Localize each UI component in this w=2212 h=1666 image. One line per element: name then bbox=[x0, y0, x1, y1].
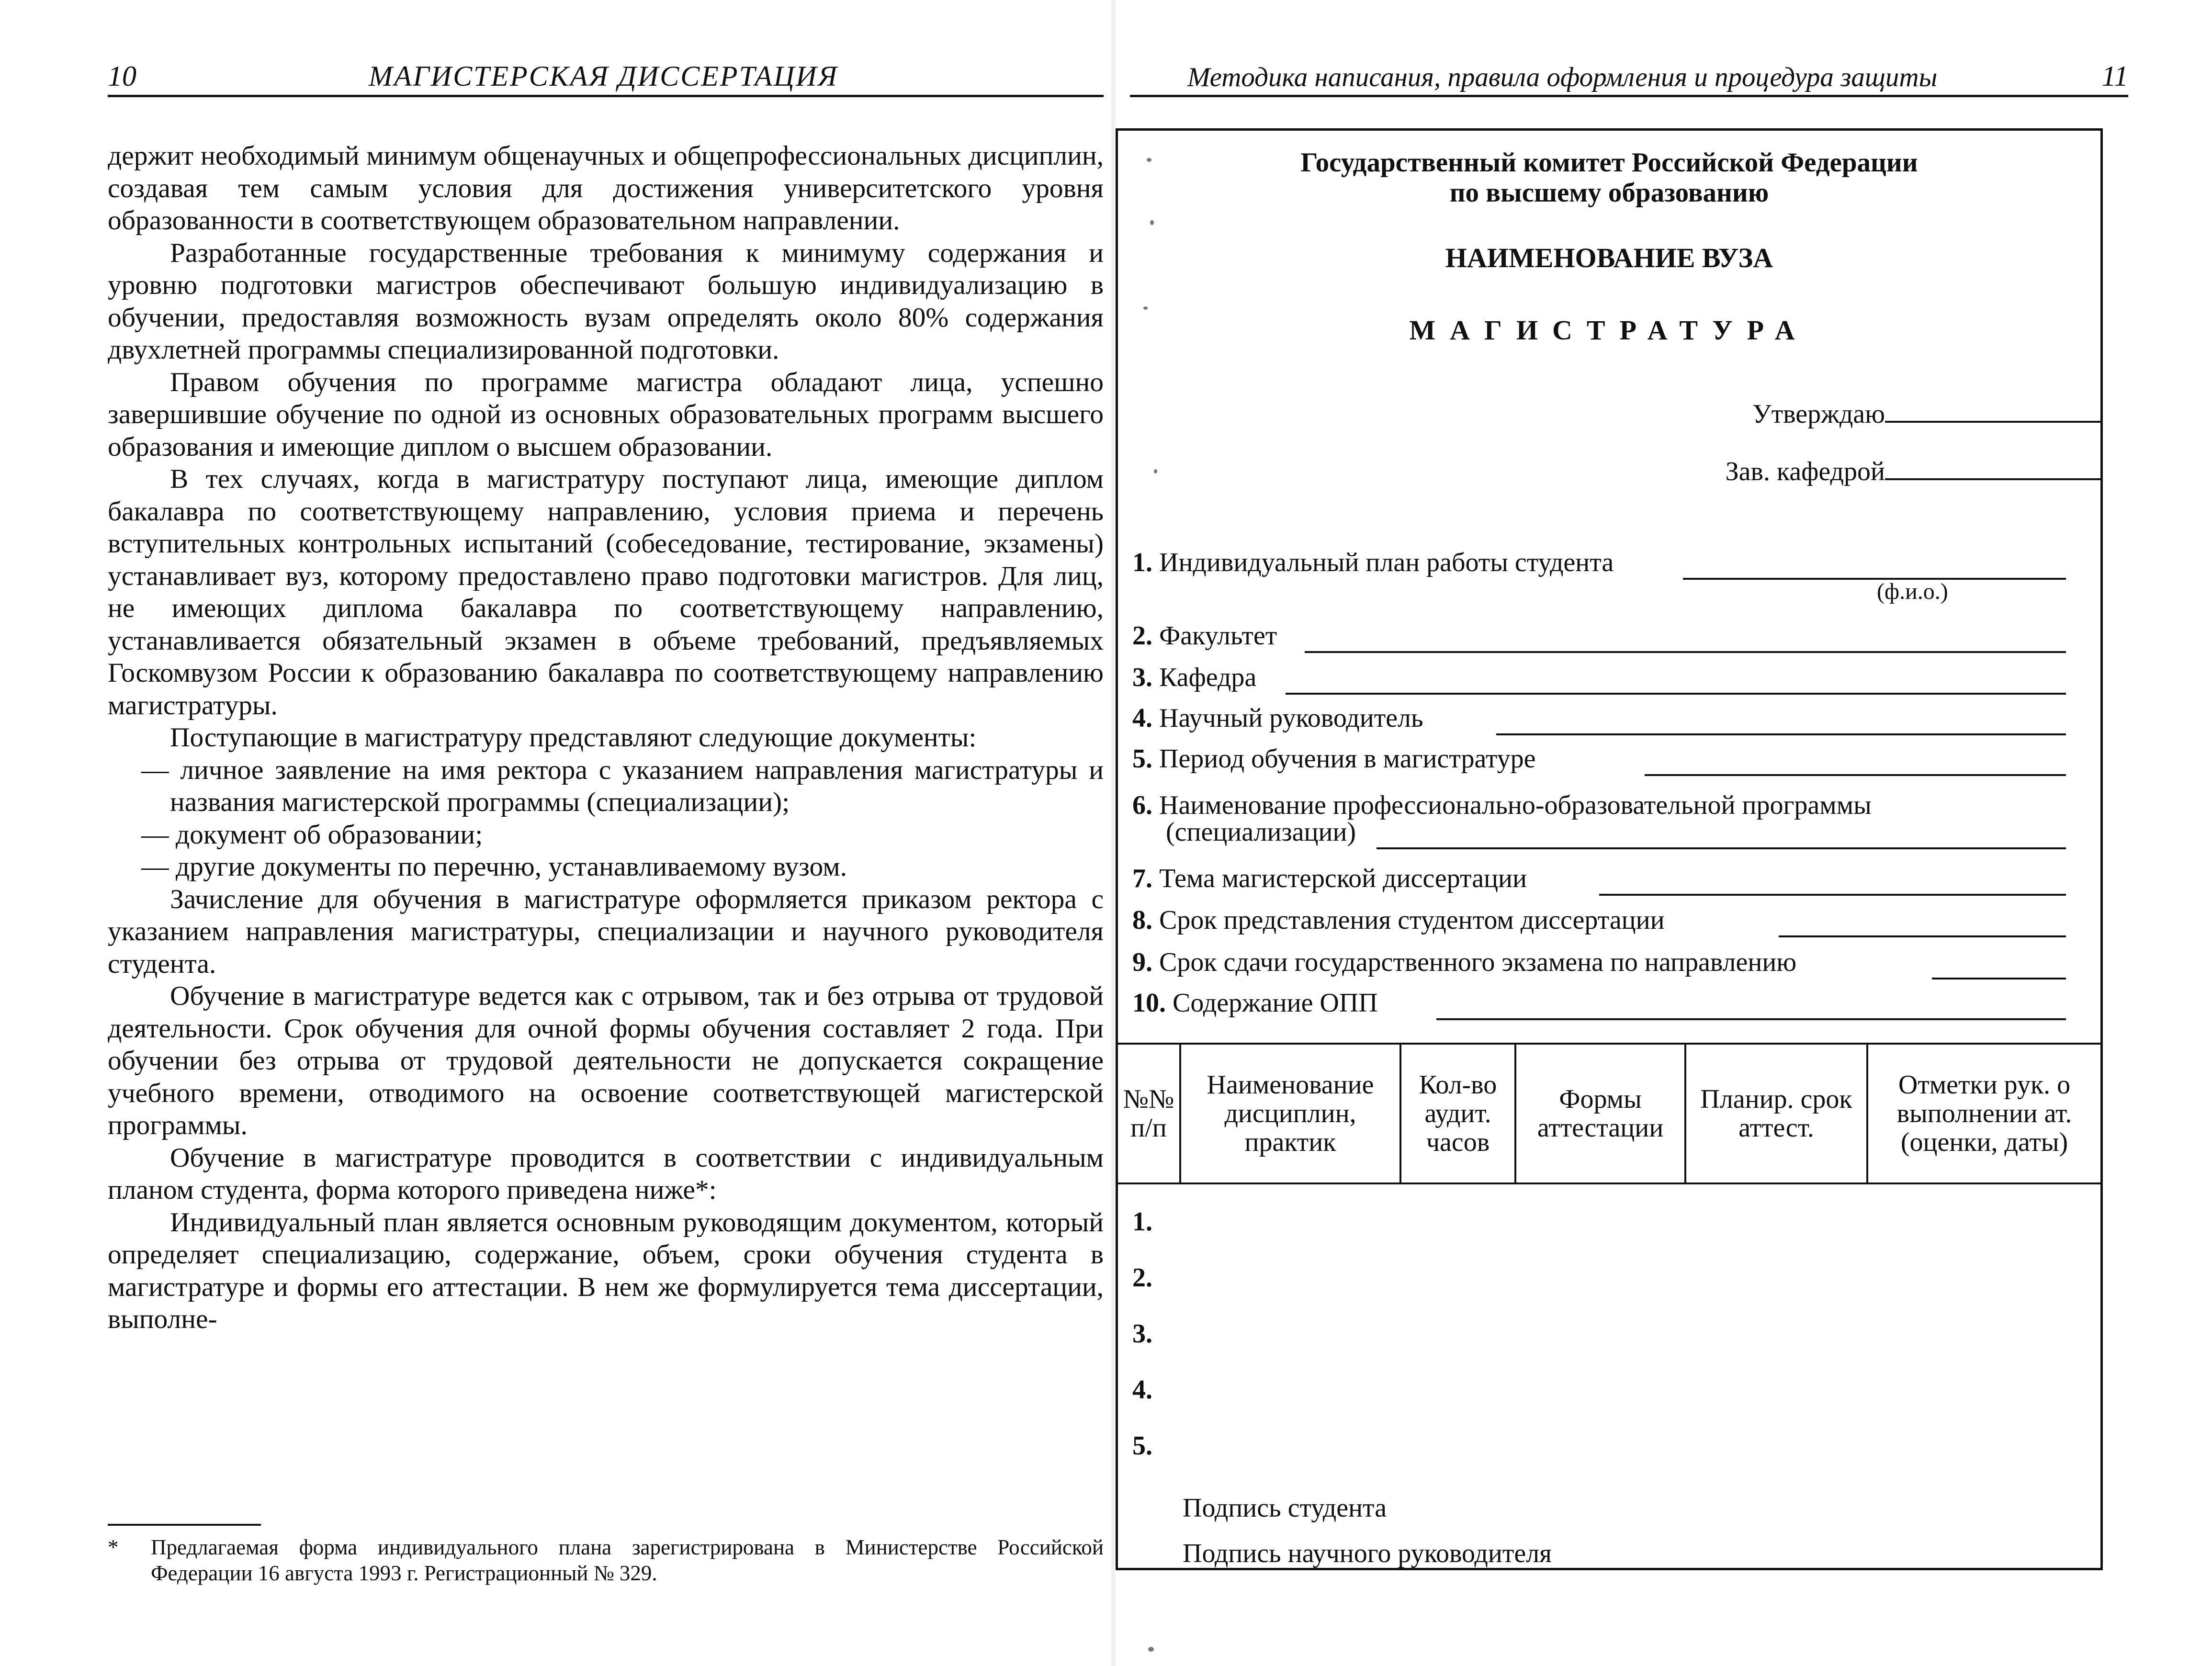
study-plan-table bbox=[1118, 1043, 2100, 1474]
list-item: — личное заявление на имя ректора с указанием направления магистратуры и названия магистерской программы (специализации); bbox=[141, 754, 1104, 817]
field-number: 8. bbox=[1132, 905, 1152, 935]
field-label: Период обучения в магистратуре bbox=[1159, 744, 1536, 774]
field-label: Научный руководитель bbox=[1159, 703, 1423, 733]
left-body-text bbox=[108, 140, 1104, 1336]
field-blank bbox=[1286, 693, 2066, 695]
field-number: 2. bbox=[1132, 621, 1152, 651]
field-number: 5. bbox=[1132, 744, 1152, 774]
form-ministry-heading bbox=[1118, 147, 2100, 208]
field-number: 10. bbox=[1132, 988, 1166, 1018]
footnote bbox=[108, 1534, 1104, 1586]
field-label: Индивидуальный план работы студента bbox=[1159, 548, 1614, 577]
table-header: Наименование дисциплин, практик bbox=[1180, 1044, 1400, 1183]
approve-blank bbox=[1885, 421, 2100, 423]
scan-speck bbox=[1143, 306, 1148, 310]
footnote-text: Предлагаемая форма индивидуального плана зарегистрирована в Министерстве Российской Федерации 16 августа 1993 г. Регистрационный № 329. bbox=[151, 1535, 1104, 1585]
table-header: Отметки рук. о выполнении ат. (оценки, даты) bbox=[1867, 1044, 2100, 1183]
scan-speck bbox=[1148, 1647, 1154, 1652]
scan-speck bbox=[1150, 220, 1154, 225]
field-blank bbox=[1496, 733, 2066, 735]
left-running-header bbox=[108, 56, 1104, 97]
field-label: Срок представления студентом диссертации bbox=[1159, 905, 1665, 935]
ministry-line: Государственный комитет Российской Федерации bbox=[1300, 147, 1918, 178]
field-label: Наименование профессионально-образовательной программы bbox=[1159, 790, 1872, 820]
left-page-number: 10 bbox=[108, 60, 136, 92]
paragraph: Разработанные государственные требования к минимуму содержания и уровню подготовки магистров обеспечивают большую индивидуализацию в обучении, предоставляя возможность вузам определять около 80% содержания двухлетней программы специализированной подготовки. bbox=[108, 237, 1104, 365]
right-running-title: Методика написания, правила оформления и процедура защиты bbox=[1187, 62, 1938, 92]
ministry-line: по высшему образованию bbox=[1449, 178, 1769, 208]
table-header: №№ п/п bbox=[1118, 1044, 1180, 1183]
individual-plan-form bbox=[1116, 128, 2103, 1570]
right-running-header bbox=[1130, 56, 2128, 97]
right-page-number: 11 bbox=[2101, 60, 2128, 92]
form-field bbox=[1132, 988, 1378, 1018]
field-label: Срок сдачи государственного экзамена по направлению bbox=[1159, 947, 1797, 977]
paragraph: Обучение в магистратуре проводится в соответствии с индивидуальным планом студента, форма которого приведена ниже*: bbox=[108, 1142, 1104, 1205]
table-header: Планир. срок аттест. bbox=[1685, 1044, 1867, 1183]
head-of-department-line bbox=[1726, 456, 2100, 487]
field-number: 6. bbox=[1132, 790, 1152, 820]
form-field bbox=[1132, 620, 1277, 651]
form-field bbox=[1132, 547, 1614, 578]
field-blank bbox=[1645, 774, 2066, 776]
paragraph: Обучение в магистратуре ведется как с отрывом, так и без отрыва от трудовой деятельности. Срок обучения для очной формы обучения составляет 2 года. При обучении без отрыва от трудовой деятельности не допускается сокращение учебного времени, отводимого на освоение соответствующей магистерской программы. bbox=[108, 981, 1104, 1140]
paragraph: Правом обучения по программе магистра обладают лица, успешно завершившие обучение по одной из основных образовательных программ высшего образования и имеющие диплом о высшем образовании. bbox=[108, 367, 1104, 462]
list-item: — документ об образовании; bbox=[141, 819, 483, 850]
head-label: Зав. кафедрой bbox=[1725, 457, 1885, 486]
field-blank bbox=[1683, 578, 2066, 580]
table-body bbox=[1118, 1183, 2100, 1474]
head-blank bbox=[1885, 478, 2100, 480]
field-number: 3. bbox=[1132, 663, 1152, 692]
left-page bbox=[108, 0, 1104, 1666]
row-number: 5. bbox=[1132, 1431, 1152, 1461]
field-label: Тема магистерской диссертации bbox=[1159, 864, 1527, 893]
table-header: Кол-во аудит. часов bbox=[1400, 1044, 1515, 1183]
field-label: Содержание ОПП bbox=[1173, 988, 1378, 1018]
form-field bbox=[1166, 817, 1356, 847]
list-item: — другие документы по перечню, устанавливаемому вузом. bbox=[141, 852, 847, 882]
field-blank bbox=[1779, 935, 2066, 937]
form-field bbox=[1132, 662, 1256, 693]
scan-speck bbox=[1147, 158, 1151, 162]
footnote-divider bbox=[108, 1524, 261, 1526]
form-field bbox=[1132, 863, 1527, 894]
row-number: 3. bbox=[1132, 1319, 1152, 1349]
field-blank bbox=[1932, 978, 2066, 979]
approve-label: Утверждаю bbox=[1752, 399, 1885, 429]
form-field bbox=[1132, 905, 1665, 935]
row-number: 4. bbox=[1132, 1375, 1152, 1405]
footnote-mark: * bbox=[108, 1535, 119, 1559]
paragraph: Зачисление для обучения в магистратуре оформляется приказом ректора с указанием направления магистратуры, специализации и научного руководителя студента. bbox=[108, 884, 1104, 979]
scan-speck bbox=[1154, 469, 1157, 473]
row-number: 2. bbox=[1132, 1263, 1152, 1293]
field-blank bbox=[1599, 894, 2066, 896]
field-number: 1. bbox=[1132, 548, 1152, 577]
form-field bbox=[1132, 790, 1872, 821]
row-number: 1. bbox=[1132, 1207, 1152, 1237]
approve-line bbox=[1752, 399, 2100, 429]
form-field bbox=[1132, 743, 1536, 774]
paragraph: В тех случаях, когда в магистратуру поступают лица, имеющие диплом бакалавра по соответствующему направлению, условия приема и перечень вступительных контрольных испытаний (собеседование, тестирование, экзамены) устанавливает вуз, которому предоставлено право подготовки магистров. Для лиц, не имеющих диплома бакалавра по соответствующему направлению, устанавливается обязательный экзамен в объеме требований, предъявляемых Госкомвузом России к образованию бакалавра по соответствующему направлению магистратуры. bbox=[108, 464, 1104, 720]
program-title: МАГИСТРАТУРА bbox=[1409, 315, 1809, 346]
field-number: 9. bbox=[1132, 947, 1152, 977]
field-label: Кафедра bbox=[1159, 663, 1257, 692]
field-label: Факультет bbox=[1159, 621, 1277, 651]
field-number: 7. bbox=[1132, 864, 1152, 893]
form-field bbox=[1132, 947, 1796, 978]
field-blank bbox=[1377, 847, 2066, 849]
paragraph: держит необходимый минимум общенаучных и общепрофессиональных дисциплин, создавая тем самым условия для достижения университетского уровня образованности в соответствующем образовательном направлении. bbox=[108, 141, 1104, 236]
field-label: (специализации) bbox=[1166, 817, 1356, 847]
field-blank bbox=[1436, 1018, 2066, 1020]
university-name: НАИМЕНОВАНИЕ ВУЗА bbox=[1445, 242, 1773, 273]
field-number: 4. bbox=[1132, 703, 1152, 733]
table-header: Формы аттестации bbox=[1515, 1044, 1685, 1183]
field-blank bbox=[1305, 651, 2066, 653]
form-field bbox=[1132, 703, 1423, 733]
fio-caption: (ф.и.о.) bbox=[1877, 579, 1948, 604]
left-running-title: МАГИСТЕРСКАЯ ДИССЕРТАЦИЯ bbox=[369, 60, 838, 92]
paragraph: Поступающие в магистратуру представляют следующие документы: bbox=[170, 722, 977, 753]
supervisor-signature: Подпись научного руководителя bbox=[1183, 1539, 1552, 1568]
paragraph: Индивидуальный план является основным руководящим документом, который определяет специализацию, содержание, объем, сроки обучения студента в магистратуре и формы его аттестации. В нем же формулируется тема диссертации, выполне- bbox=[108, 1207, 1104, 1334]
student-signature: Подпись студента bbox=[1183, 1493, 1387, 1523]
